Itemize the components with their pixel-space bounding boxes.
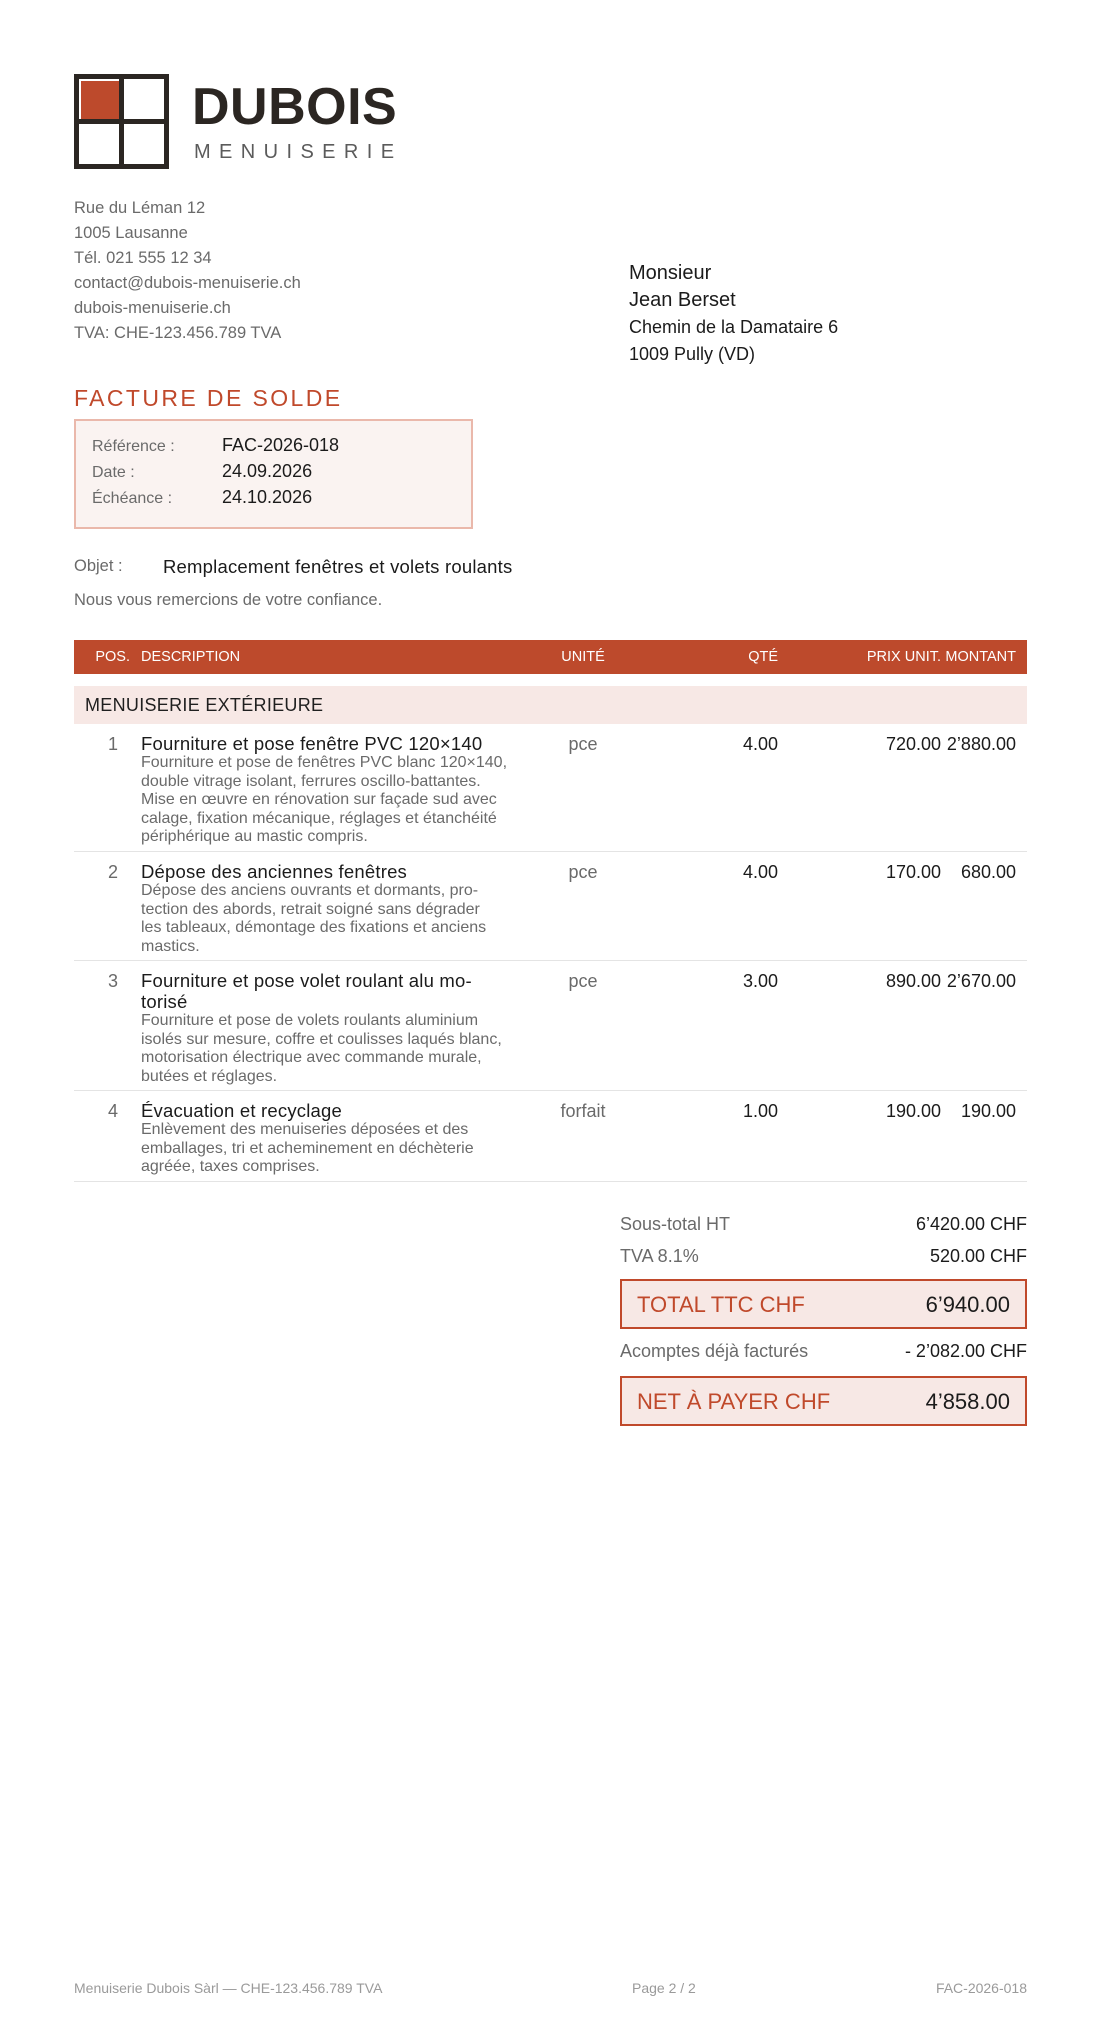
vat-label: TVA 8.1%: [620, 1246, 699, 1266]
item-amount: 680.00: [960, 862, 1016, 882]
item-amount: 2’670.00: [946, 971, 1016, 991]
sender-street: Rue du Léman 12: [74, 199, 206, 217]
deposits-label: Acomptes déjà facturés: [620, 1341, 809, 1361]
table-row: [74, 964, 1027, 1091]
item-qty: 1.00: [742, 1101, 778, 1121]
total-ttc-value: 6’940.00: [925, 1292, 1010, 1317]
header-unit: UNITÉ: [561, 649, 605, 665]
footer-page: Page 2 / 2: [632, 1980, 696, 1996]
item-detail: calage, fixation mécanique, réglages et étanchéité: [141, 809, 497, 827]
item-unit: pce: [568, 862, 598, 882]
header-unit-price: PRIX UNIT.: [866, 649, 941, 665]
item-description: [141, 1100, 526, 1177]
item-detail: agréée, taxes comprises.: [141, 1158, 320, 1176]
subtotal-value: 6’420.00 CHF: [915, 1214, 1027, 1234]
section-title: MENUISERIE EXTÉRIEURE: [85, 695, 324, 715]
item-unit: pce: [568, 734, 598, 754]
item-unit-price: 720.00: [885, 734, 941, 754]
recipient-name: Jean Berset: [629, 289, 736, 311]
item-title: Dépose des anciennes fenêtres: [141, 861, 408, 882]
date-value: 24.09.2026: [222, 461, 313, 481]
item-pos: 3: [107, 971, 118, 991]
item-qty: 4.00: [742, 734, 778, 754]
reference-value: FAC-2026-018: [222, 435, 340, 455]
item-detail: Fourniture et pose de volets roulants aluminium: [141, 1012, 479, 1029]
recipient-address: [629, 260, 838, 368]
meta-due: [92, 486, 312, 510]
item-detail: butées et réglages.: [141, 1067, 278, 1085]
meta-reference: [92, 434, 339, 458]
date-label: Date :: [92, 464, 135, 481]
total-ttc-label: TOTAL TTC CHF: [637, 1292, 805, 1317]
meta-date: [92, 460, 312, 484]
item-title: Évacuation et recyclage: [141, 1100, 343, 1121]
item-detail: double vitrage isolant, ferrures oscillo-battantes.: [141, 772, 481, 790]
item-detail: emballages, tri et acheminement en déchèterie: [141, 1139, 474, 1157]
sender-phone: Tél. 021 555 12 34: [74, 249, 212, 267]
header-amount: MONTANT: [945, 649, 1016, 665]
total-ttc-box: [620, 1279, 1027, 1329]
item-title: Fourniture et pose volet roulant alu mo-: [141, 970, 472, 991]
item-unit-price: 190.00: [885, 1101, 941, 1121]
reference-label: Référence :: [92, 438, 175, 455]
item-detail: tection des abords, retrait soigné sans dégrader: [141, 900, 480, 918]
due-label: Échéance :: [92, 490, 173, 507]
vat-value: 520.00 CHF: [929, 1246, 1027, 1266]
thanks-text: Nous vous remercions de votre confiance.: [74, 591, 383, 609]
item-title: Fourniture et pose fenêtre PVC 120×140: [141, 733, 483, 754]
item-detail: mastics.: [141, 937, 200, 955]
table-row: [74, 855, 1027, 961]
net-to-pay-box: [620, 1376, 1027, 1426]
net-to-pay-label: NET À PAYER CHF: [637, 1389, 831, 1414]
item-title: torisé: [141, 991, 188, 1012]
item-qty: 3.00: [742, 971, 778, 991]
item-detail: Enlèvement des menuiseries déposées et des: [141, 1121, 469, 1138]
subtotal-label: Sous-total HT: [620, 1214, 731, 1234]
item-detail: Fourniture et pose de fenêtres PVC blanc 120×140,: [141, 754, 508, 771]
header-description: DESCRIPTION: [141, 649, 241, 665]
sender-address: [74, 196, 301, 346]
item-pos: 1: [107, 734, 118, 754]
item-description: [141, 970, 526, 1086]
object-value: Remplacement fenêtres et volets roulants: [163, 556, 513, 577]
table-header: [74, 640, 1027, 674]
header-qty: QTÉ: [748, 649, 778, 665]
item-unit-price: 170.00: [885, 862, 941, 882]
sender-email: contact@dubois-menuiserie.ch: [74, 274, 301, 292]
item-unit: forfait: [560, 1101, 606, 1121]
item-detail: les tableaux, démontage des fixations et anciens: [141, 919, 487, 937]
table-row: [74, 1094, 1027, 1182]
item-detail: Dépose des anciens ouvrants et dormants, pro-: [141, 882, 479, 899]
item-qty: 4.00: [742, 862, 778, 882]
footer-company: Menuiserie Dubois Sàrl — CHE-123.456.789 TVA: [74, 1980, 383, 1996]
header-pos: POS.: [95, 649, 130, 665]
footer-reference: FAC-2026-018: [935, 1980, 1027, 1996]
recipient-salutation: Monsieur: [629, 262, 712, 284]
sender-city: 1005 Lausanne: [74, 224, 188, 242]
item-pos: 4: [107, 1101, 118, 1121]
item-detail: isolés sur mesure, coffre et coulisses laqués blanc,: [141, 1030, 502, 1048]
item-unit-price: 890.00: [885, 971, 941, 991]
item-detail: Mise en œuvre en rénovation sur façade sud avec: [141, 791, 497, 809]
item-unit: pce: [568, 971, 598, 991]
item-description: [141, 733, 526, 847]
company-subtitle: MENUISERIE: [194, 141, 403, 163]
item-description: [141, 861, 526, 956]
item-amount: 2’880.00: [946, 734, 1016, 754]
recipient-street: Chemin de la Damataire 6: [629, 317, 839, 337]
item-amount: 190.00: [960, 1101, 1016, 1121]
item-pos: 2: [107, 862, 118, 882]
recipient-city: 1009 Pully (VD): [629, 344, 756, 364]
company-name: DUBOIS: [192, 78, 398, 136]
deposits-value: - 2’082.00 CHF: [904, 1341, 1027, 1361]
item-detail: périphérique au mastic compris.: [141, 828, 368, 846]
invoice-meta-box: [74, 419, 473, 529]
table-row: [74, 727, 1027, 852]
company-logo-icon: [74, 74, 169, 169]
object-label: Objet :: [74, 557, 123, 575]
section-header: [74, 686, 1027, 724]
sender-website: dubois-menuiserie.ch: [74, 299, 231, 317]
sender-vat: TVA: CHE-123.456.789 TVA: [74, 324, 282, 342]
item-detail: motorisation électrique avec commande murale,: [141, 1049, 482, 1067]
due-value: 24.10.2026: [222, 487, 313, 507]
invoice-title: FACTURE DE SOLDE: [74, 385, 343, 411]
net-to-pay-value: 4’858.00: [925, 1389, 1010, 1414]
